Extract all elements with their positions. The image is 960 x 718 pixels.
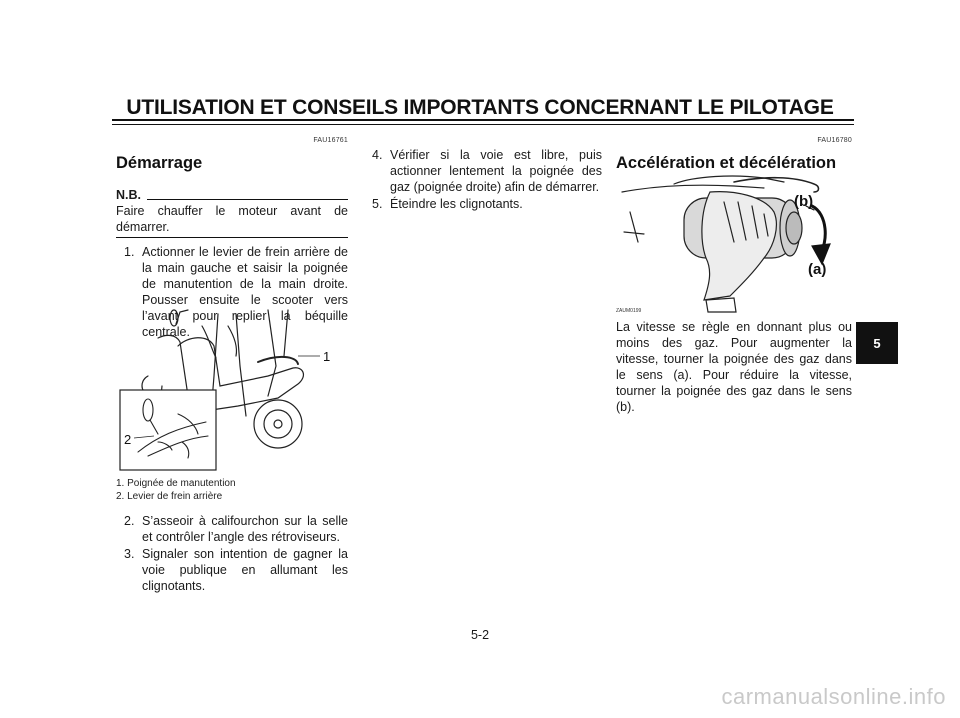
- page-header-title: UTILISATION ET CONSEILS IMPORTANTS CONCERNANT LE PILOTAGE: [126, 96, 834, 119]
- step-text: Éteindre les clignotants.: [390, 197, 523, 211]
- header-rule-thin: [112, 124, 854, 125]
- direction-label-a: (a): [808, 261, 827, 278]
- step-number: 2.: [124, 514, 135, 528]
- step-text: Actionner le levier de frein arrière de la main gauche et saisir la poignée de manutention de la main droite. Pousser ensuite le scooter vers l’avant pour replier la béquille centrale.: [142, 245, 348, 339]
- step-text: Signaler son intention de gagner la voie publique en allumant les clignotants.: [142, 547, 348, 593]
- step-text: S’asseoir à califourchon sur la selle et contrôler l’angle des rétroviseurs.: [142, 514, 348, 544]
- step-4: [370, 147, 602, 195]
- step-number: 5.: [372, 197, 383, 211]
- step-number: 3.: [124, 547, 135, 561]
- throttle-figure: [614, 172, 850, 314]
- step-3: [116, 546, 348, 594]
- step-5: [370, 196, 602, 212]
- watermark: carmanualsonline.info: [721, 684, 946, 709]
- nb-heading: [116, 187, 348, 203]
- section-title-demarrage: Démarrage: [116, 154, 203, 172]
- header-rule-thick: [112, 119, 854, 121]
- step-text: Vérifier si la voie est libre, puis actionner lentement la poignée des gaz (poignée droite) afin de démarrer.: [390, 148, 602, 194]
- section-title-acceleration: Accélération et décélération: [616, 154, 837, 172]
- section-code: FAU16761: [313, 137, 348, 144]
- chapter-tab: 5: [856, 322, 898, 364]
- figure-callout-1: 1: [323, 349, 331, 364]
- caption-2: 2. Levier de frein arrière: [116, 491, 223, 502]
- scooter-figure: [118, 306, 346, 472]
- step-number: 4.: [372, 148, 383, 162]
- step-2: [116, 513, 348, 545]
- nb-rule: [147, 199, 348, 200]
- nb-text: Faire chauffer le moteur avant de démarrer.: [116, 204, 348, 234]
- acceleration-body-text: La vitesse se règle en donnant plus ou moins des gaz. Pour augmenter la vitesse, tourner la poignée des gaz dans le sens (a). Pour réduire la vitesse, tourner la poignée des gaz dans le sens (b).: [616, 320, 852, 414]
- figure-code: ZAUM0199: [616, 308, 642, 314]
- right-column-body: [616, 319, 852, 415]
- direction-label-b: (b): [794, 193, 814, 210]
- left-column-lower: [116, 477, 348, 594]
- step-number: 1.: [124, 245, 135, 259]
- middle-column: [370, 146, 602, 212]
- nb-end-rule: [116, 237, 348, 238]
- inset-box: [120, 390, 216, 470]
- page-number: 5-2: [470, 628, 490, 642]
- right-column: [616, 133, 852, 173]
- figure-callout-2: 2: [124, 432, 132, 447]
- nb-label: N.B.: [116, 188, 141, 202]
- section-code: FAU16780: [817, 137, 852, 144]
- caption-1: 1. Poignée de manutention: [116, 478, 236, 489]
